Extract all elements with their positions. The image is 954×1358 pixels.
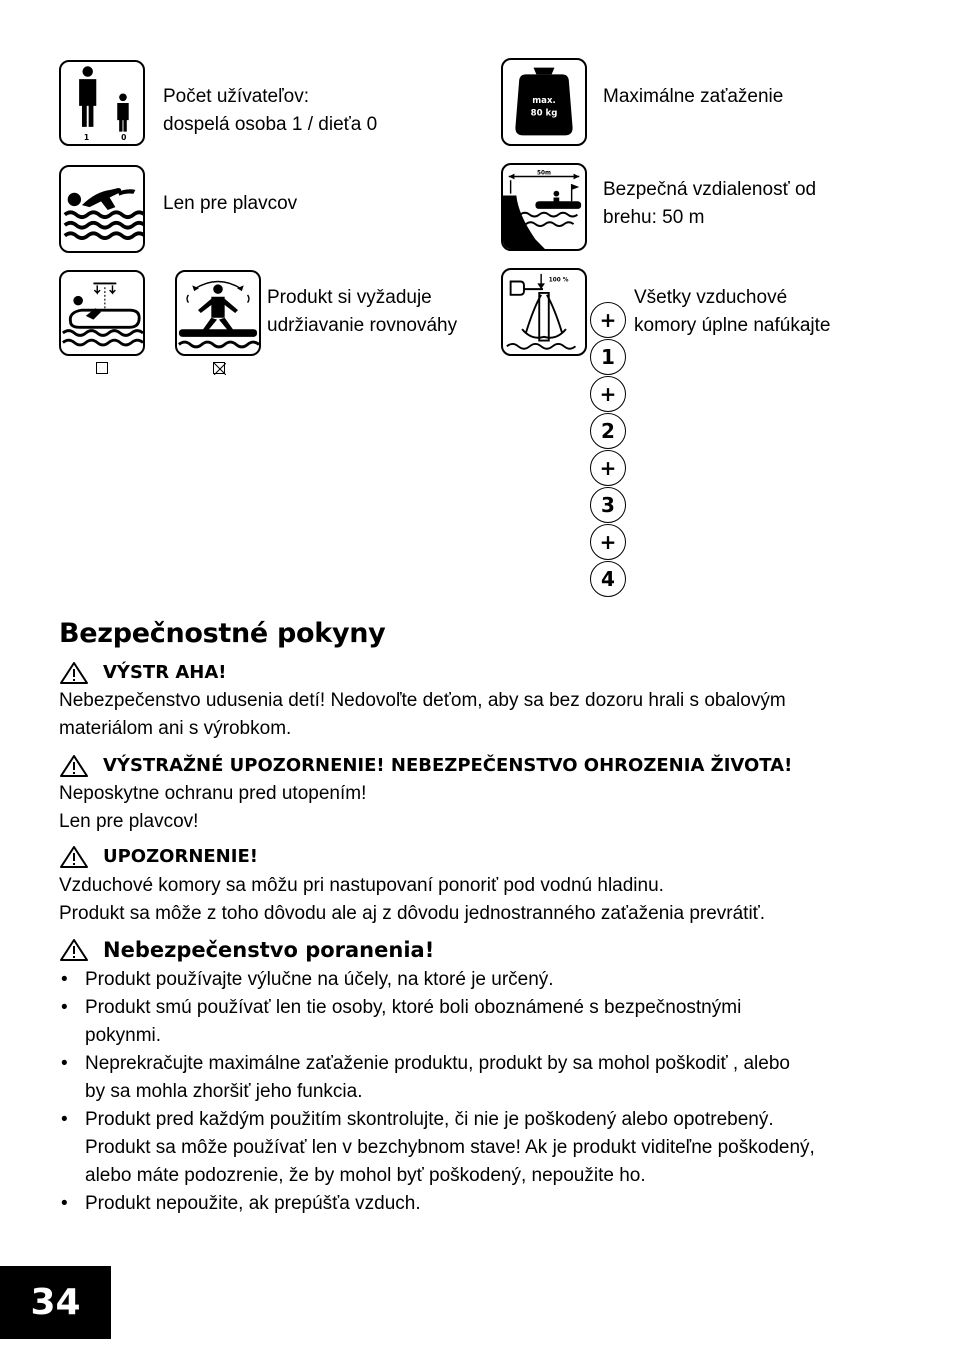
injury-list: [59, 966, 909, 1218]
warning-text-1: Nebezpečenstvo udusenia detí! Nedovoľte deťom, aby sa bez dozoru hrali s obalovým materiálom ani s výrobkom.: [59, 690, 786, 739]
checkbox-checked-icon: [213, 362, 225, 374]
warning-text-2: Neposkytne ochranu pred utopením! Len pre plavcov!: [59, 783, 367, 832]
warning-triangle-icon: [59, 938, 89, 962]
step-plus-4: +: [590, 524, 626, 560]
step-chamber-4: 4: [590, 561, 626, 597]
swimmer-icon: [59, 165, 145, 253]
list-item: • Produkt nepoužite, ak prepúšťa vzduch.: [59, 1190, 909, 1218]
swimmers-caption: Len pre plavcov: [163, 193, 298, 214]
boat-stable-icon: [59, 270, 145, 356]
max-label: max.: [532, 95, 556, 106]
warning-text-3: Vzduchové komory sa môžu pri nastupovaní ponoriť pod vodnú hladinu. Produkt sa môže z toho dôvodu ale aj z dôvodu jednostranného zaťaženia prevrátiť.: [59, 875, 766, 924]
inflate-icon: [501, 268, 587, 356]
list-item: • Produkt pred každým použitím skontrolujte, či nie je poškodený alebo opotrebený. Produkt sa môže používať len v bezchybnom stave! Ak je produkt viditeľne poškodený, alebo máte podozrenie, že by mohol byť poškodený, nepoužite ho.: [59, 1106, 909, 1190]
warning-title-1: VÝSTR AHA!: [59, 659, 226, 687]
max-load-caption: Maximálne zaťaženie: [603, 86, 784, 107]
distance-caption: Bezpečná vzdialenosť od brehu: 50 m: [603, 179, 817, 228]
users-icon: [59, 60, 145, 146]
warning-title-3: UPOZORNENIE!: [59, 843, 258, 871]
warning-triangle-icon: [59, 845, 89, 869]
checkbox-unchecked-icon: [96, 362, 108, 374]
page-number: 34: [0, 1266, 111, 1339]
step-plus-2: +: [590, 376, 626, 412]
balance-caption: Produkt si vyžaduje udržiavanie rovnováhy: [267, 287, 458, 336]
list-item: • Produkt používajte výlučne na účely, na ktoré je určený.: [59, 966, 909, 994]
step-plus-3: +: [590, 450, 626, 486]
step-chamber-2: 2: [590, 413, 626, 449]
warning-title-2: VÝSTRAŽNÉ UPOZORNENIE! NEBEZPEČENSTVO OHROZENIA ŽIVOTA!: [59, 752, 792, 780]
percent-label: 100 %: [548, 277, 569, 284]
injury-title: Nebezpečenstvo poranenia!: [59, 936, 434, 964]
section-title: Bezpečnostné pokyny: [59, 618, 386, 649]
inflate-caption: Všetky vzduchové komory úplne nafúkajte: [634, 287, 831, 336]
warning-triangle-icon: [59, 661, 89, 685]
child-count: 0: [121, 133, 127, 143]
distance-label: 50m: [537, 170, 551, 177]
step-chamber-1: 1: [590, 339, 626, 375]
weight-label: 80 kg: [530, 108, 558, 119]
users-caption: Počet užívateľov: dospelá osoba 1 / dieťa 0: [163, 86, 378, 135]
list-item: • Produkt smú používať len tie osoby, ktoré boli oboznámené s bezpečnostnými pokynmi.: [59, 994, 909, 1050]
balance-icon: [175, 270, 261, 356]
list-item: • Neprekračujte maximálne zaťaženie produktu, produkt by sa mohol poškodiť , alebo by sa mohla zhoršiť jeho funkcia.: [59, 1050, 909, 1106]
step-chamber-3: 3: [590, 487, 626, 523]
shore-distance-icon: [501, 163, 587, 251]
max-load-icon: [501, 58, 587, 146]
step-plus-1: +: [590, 302, 626, 338]
warning-triangle-icon: [59, 754, 89, 778]
adult-count: 1: [83, 133, 90, 143]
